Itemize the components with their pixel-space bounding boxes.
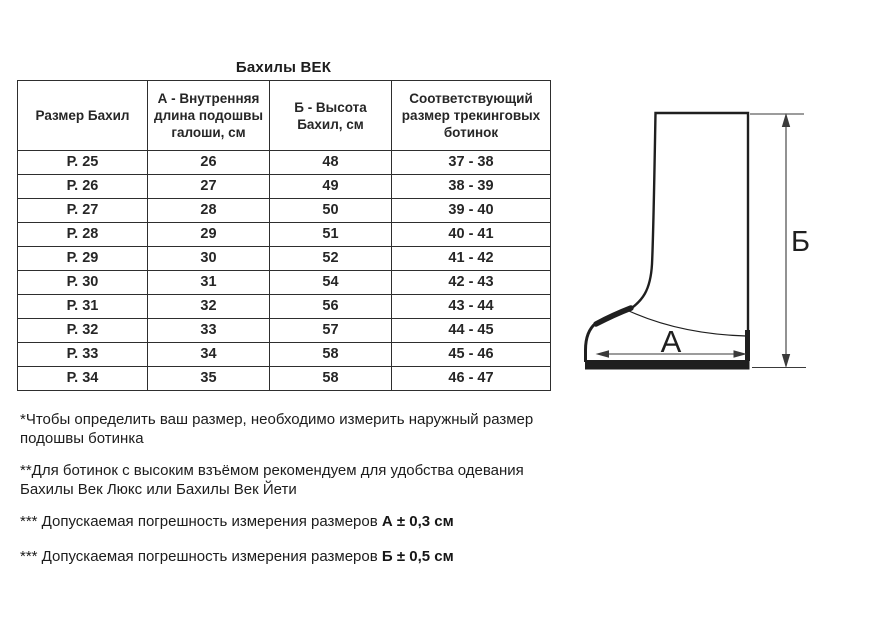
header-size: Размер Бахил <box>18 81 148 151</box>
table-cell: 54 <box>270 271 392 295</box>
note-high-instep: **Для ботинок с высоким взъёмом рекомендуем для удобства одевания Бахилы Век Люкс или Бахилы Век Йети <box>20 462 524 498</box>
table-cell: 31 <box>148 271 270 295</box>
table-cell: 49 <box>270 175 392 199</box>
table-cell: 58 <box>270 343 392 367</box>
table-cell: 57 <box>270 319 392 343</box>
table-row <box>18 199 551 223</box>
size-table-body <box>18 151 551 391</box>
table-cell: 29 <box>148 223 270 247</box>
table-cell: 56 <box>270 295 392 319</box>
table-cell: Р. 31 <box>18 295 148 319</box>
table-cell: 35 <box>148 367 270 391</box>
table-cell: 51 <box>270 223 392 247</box>
table-cell: 43 - 44 <box>392 295 551 319</box>
dimension-label-a: А <box>660 324 682 359</box>
arrowhead-up-icon <box>782 113 790 127</box>
table-cell: Р. 29 <box>18 247 148 271</box>
table-cell: Р. 28 <box>18 223 148 247</box>
size-table-header <box>18 81 551 151</box>
note-measure: *Чтобы определить ваш размер, необходимо измерить наружный размер подошвы ботинка <box>20 411 534 447</box>
table-cell: 46 - 47 <box>392 367 551 391</box>
boot-diagram <box>580 103 820 378</box>
table-cell: 26 <box>148 151 270 175</box>
table-cell: Р. 32 <box>18 319 148 343</box>
boot-toe <box>586 323 597 362</box>
boot-outline <box>629 113 748 361</box>
table-cell: 32 <box>148 295 270 319</box>
table-cell: 58 <box>270 367 392 391</box>
table-row <box>18 175 551 199</box>
arrowhead-right-icon <box>734 350 748 358</box>
dimension-label-b: Б <box>791 226 811 258</box>
table-cell: 34 <box>148 343 270 367</box>
arrowhead-left-icon <box>596 350 610 358</box>
header-boot-size: Соответствующий размер трекинговых ботинок <box>392 81 551 151</box>
table-cell: 42 - 43 <box>392 271 551 295</box>
table-cell: 28 <box>148 199 270 223</box>
page-title: Бахилы ВЕК <box>235 59 332 76</box>
arrowhead-down-icon <box>782 354 790 368</box>
table-row <box>18 343 551 367</box>
table-cell: 39 - 40 <box>392 199 551 223</box>
table-row <box>18 223 551 247</box>
table-cell: Р. 27 <box>18 199 148 223</box>
boot-sole <box>585 360 750 370</box>
table-row <box>18 247 551 271</box>
table-cell: 27 <box>148 175 270 199</box>
galosh-rim <box>596 308 631 324</box>
table-row <box>18 319 551 343</box>
table-cell: Р. 25 <box>18 151 148 175</box>
table-cell: Р. 34 <box>18 367 148 391</box>
table-row <box>18 151 551 175</box>
note-tolerance-b: *** Допускаемая погрешность измерения размеров Б ± 0,5 см <box>20 548 454 565</box>
galosh-seam-line <box>629 311 746 336</box>
table-header-row <box>18 81 551 151</box>
table-row <box>18 295 551 319</box>
table-cell: 37 - 38 <box>392 151 551 175</box>
table-cell: 30 <box>148 247 270 271</box>
table-cell: 44 - 45 <box>392 319 551 343</box>
table-row <box>18 271 551 295</box>
table-cell: Р. 30 <box>18 271 148 295</box>
table-cell: 50 <box>270 199 392 223</box>
table-cell: Р. 33 <box>18 343 148 367</box>
table-cell: 52 <box>270 247 392 271</box>
table-row <box>18 367 551 391</box>
size-table <box>17 80 551 391</box>
table-cell: 41 - 42 <box>392 247 551 271</box>
header-height: Б - Высота Бахил, см <box>270 81 392 151</box>
table-cell: Р. 26 <box>18 175 148 199</box>
table-cell: 38 - 39 <box>392 175 551 199</box>
notes <box>20 410 565 579</box>
table-cell: 40 - 41 <box>392 223 551 247</box>
header-sole-length: А - Внутренняя длина подошвы галоши, см <box>148 81 270 151</box>
table-cell: 45 - 46 <box>392 343 551 367</box>
note-tolerance-a: *** Допускаемая погрешность измерения размеров А ± 0,3 см <box>20 513 454 530</box>
table-cell: 48 <box>270 151 392 175</box>
table-cell: 33 <box>148 319 270 343</box>
